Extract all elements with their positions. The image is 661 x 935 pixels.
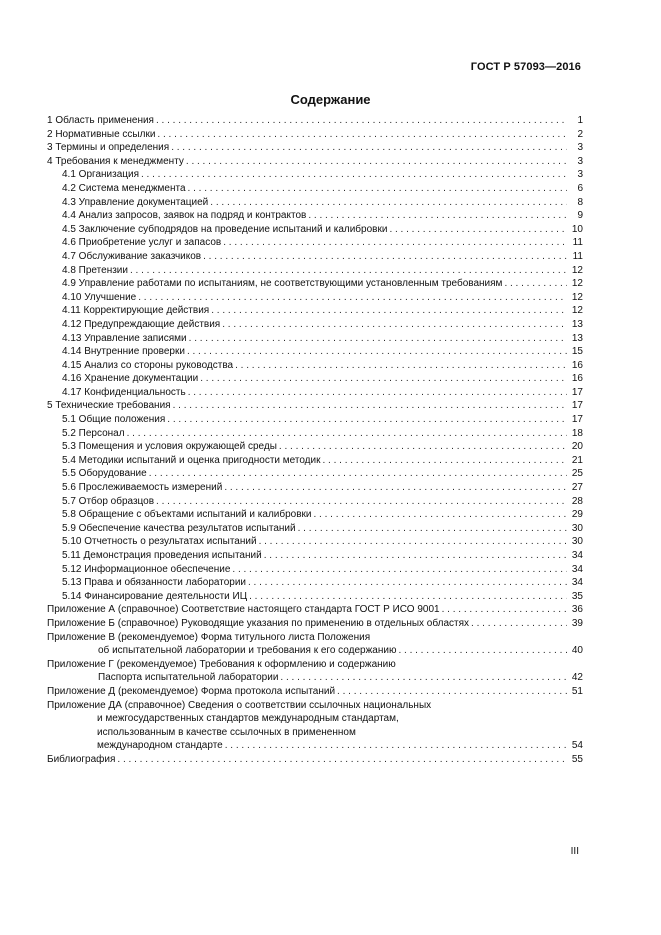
toc-entry[interactable] (47, 114, 583, 128)
toc-entry-label: 5.10 Отчетность о результатах испытаний (62, 536, 257, 548)
toc-entry-label: 2 Нормативные ссылки (47, 128, 156, 140)
toc-entry-page: 8 (577, 196, 583, 208)
toc-entry-label: 4.1 Организация (62, 169, 139, 181)
toc-entry[interactable] (47, 576, 583, 590)
toc-entry-label: 5.5 Оборудование (62, 468, 147, 480)
leader-dots (138, 291, 567, 305)
toc-entry-label: 4.2 Система менеджмента (62, 182, 186, 194)
toc-entry-label: Паспорта испытательной лаборатории (98, 672, 279, 684)
leader-dots (156, 495, 567, 509)
toc-entry-label: 4.12 Предупреждающие действия (62, 318, 221, 330)
toc-entry-label: и межгосударственных стандартов международным стандартам, (97, 713, 399, 725)
toc-entry-appendix-d[interactable] (47, 685, 583, 699)
toc-entry[interactable] (47, 236, 583, 250)
toc-entry[interactable] (47, 413, 583, 427)
leader-dots (337, 685, 567, 699)
toc-entry-page: 28 (571, 495, 583, 507)
toc-entry-label: 4.17 Конфиденциальность (62, 386, 186, 398)
toc-entry[interactable] (47, 250, 583, 264)
toc-entry-page: 18 (571, 427, 583, 439)
toc-entry-page: 12 (571, 278, 583, 290)
toc-entry-page: 34 (571, 550, 583, 561)
toc-entry-label: Библиография (47, 753, 116, 765)
leader-dots (223, 236, 567, 250)
toc-entry[interactable] (47, 508, 583, 522)
toc-entry-page: 13 (571, 318, 583, 330)
leader-dots (149, 467, 567, 481)
leader-dots (188, 386, 567, 400)
toc-entry[interactable] (47, 332, 583, 346)
toc-entry[interactable] (47, 563, 583, 577)
toc-entry[interactable] (47, 196, 583, 210)
toc-entry-label: 5.9 Обеспечение качества результатов испытаний (62, 522, 296, 534)
leader-dots (222, 318, 567, 332)
leader-dots (157, 128, 567, 142)
toc-entry[interactable] (47, 182, 583, 196)
leader-dots (203, 250, 567, 264)
leader-dots (189, 332, 567, 346)
toc-entry-label: 4.14 Внутренние проверки (62, 346, 185, 358)
toc-entry[interactable] (47, 345, 583, 359)
toc-entry-label: международном стандарте (97, 740, 223, 752)
toc-entry[interactable] (47, 522, 583, 536)
toc-entry-label: 4.8 Претензии (62, 264, 128, 276)
toc-entry-page: 35 (571, 590, 583, 602)
toc-entry-label: 4.4 Анализ запросов, заявок на подряд и контрактов (62, 210, 307, 222)
toc-entry[interactable] (47, 549, 583, 563)
toc-entry[interactable] (47, 168, 583, 182)
toc-entry[interactable] (47, 209, 583, 223)
toc-entry-page: 34 (571, 577, 583, 589)
toc-entry[interactable] (47, 440, 583, 454)
toc-entry-label: 4.11 Корректирующие действия (62, 305, 210, 317)
leader-dots (279, 440, 567, 454)
leader-dots (225, 739, 567, 753)
toc-entry-page: 54 (571, 740, 583, 752)
leader-dots (249, 590, 567, 604)
toc-entry-page: 13 (571, 332, 583, 344)
toc-entry-label: 4.15 Анализ со стороны руководства (62, 359, 234, 371)
leader-dots (308, 209, 567, 223)
toc-entry-label: 4.9 Управление работами по испытаниям, не соответствующими установленным требованиям (62, 278, 503, 290)
toc-entry-appendix-da[interactable] (47, 699, 583, 753)
toc-entry-page: 55 (571, 753, 583, 765)
toc-entry[interactable] (47, 603, 583, 617)
toc-entry[interactable] (47, 128, 583, 142)
toc-entry-page: 10 (571, 223, 583, 235)
leader-dots (211, 304, 567, 318)
toc-entry[interactable] (47, 481, 583, 495)
toc-entry-label: 4.3 Управление документацией (62, 196, 209, 208)
toc-entry-appendix-v[interactable] (47, 631, 583, 658)
toc-entry[interactable] (47, 495, 583, 509)
toc-entry-page: 1 (577, 115, 583, 126)
toc-entry[interactable] (47, 277, 583, 291)
toc-entry[interactable] (47, 359, 583, 373)
toc-entry-page: 3 (577, 142, 583, 154)
toc-entry-page: 39 (571, 617, 583, 629)
toc-entry[interactable] (47, 291, 583, 305)
toc-entry-page: 17 (571, 400, 583, 412)
leader-dots (224, 481, 567, 495)
leader-dots (398, 644, 567, 658)
leader-dots (322, 454, 567, 468)
toc-entry[interactable] (47, 386, 583, 400)
toc-entry-page: 29 (571, 509, 583, 521)
toc-entry-label: 4.5 Заключение субподрядов на проведение испытаний и калибровки (62, 223, 388, 235)
toc-entry-page: 27 (571, 482, 583, 494)
toc-entry-page: 16 (571, 359, 583, 371)
toc-entry[interactable] (47, 590, 583, 604)
toc-entry-label: 5.3 Помещения и условия окружающей среды (62, 441, 277, 453)
toc-entry-label: 1 Область применения (47, 115, 154, 126)
toc-entry-label: Приложение В (рекомендуемое) Форма титульного листа Положения (47, 631, 371, 643)
toc-entry-page: 21 (571, 454, 583, 466)
page-number: III (570, 846, 579, 857)
toc-entry[interactable] (47, 141, 583, 155)
leader-dots (173, 399, 567, 413)
page-title: Содержание (290, 92, 371, 107)
toc-entry[interactable] (47, 617, 583, 631)
toc-entry-page: 51 (571, 685, 583, 697)
toc-entry-label: 5.1 Общие положения (62, 414, 166, 426)
toc-entry-label: Приложение А (справочное) Соответствие настоящего стандарта ГОСТ Р ИСО 9001 (47, 604, 440, 616)
toc-entry-label: об испытательной лаборатории и требования к его содержанию (98, 645, 397, 657)
leader-dots (389, 223, 567, 237)
toc-entry-page: 17 (571, 386, 583, 398)
toc-entry-page: 40 (571, 645, 583, 657)
toc-entry[interactable] (47, 304, 583, 318)
toc-entry-label: 4.13 Управление записями (62, 332, 187, 344)
toc-entry-page: 15 (571, 346, 583, 358)
leader-dots (156, 114, 567, 128)
toc-entry-label: использованным в качестве ссылочных в примененном (97, 726, 356, 738)
toc-entry-page: 34 (571, 563, 583, 575)
toc-entry-page: 9 (577, 210, 583, 222)
leader-dots (504, 277, 567, 291)
toc-entry-label: 5.12 Информационное обеспечение (62, 563, 231, 575)
toc-entry-appendix-g[interactable] (47, 658, 583, 685)
toc-entry[interactable] (47, 372, 583, 386)
toc-entry-label: 5.14 Финансирование деятельности ИЦ (62, 590, 248, 602)
toc-entry[interactable] (47, 155, 583, 169)
toc-entry-page: 36 (571, 604, 583, 616)
toc-entry-page: 17 (571, 414, 583, 426)
leader-dots (130, 264, 567, 278)
toc-entry[interactable] (47, 318, 583, 332)
toc-entry-page: 16 (571, 373, 583, 385)
toc-entry-label: Приложение Б (справочное) Руководящие указания по применению в отдельных областях (47, 617, 470, 629)
toc-entry-page: 30 (571, 536, 583, 548)
toc-entry[interactable] (47, 427, 583, 441)
toc-entry-page: 12 (571, 305, 583, 317)
toc-entry-page: 11 (572, 237, 583, 249)
toc-entry-page: 20 (571, 441, 583, 453)
leader-dots (186, 155, 567, 169)
toc-entry-label: 3 Термины и определения (47, 142, 170, 154)
toc-entry-page: 6 (577, 182, 583, 194)
toc-entry-label: 5.2 Персонал (62, 427, 125, 439)
toc-entry[interactable] (47, 223, 583, 237)
toc-entry-label: 4.6 Приобретение услуг и запасов (62, 237, 222, 249)
leader-dots (259, 535, 567, 549)
leader-dots (298, 522, 567, 536)
toc-entry-label: Приложение Д (рекомендуемое) Форма протокола испытаний (47, 685, 336, 697)
toc-entry-label: 5.7 Отбор образцов (62, 495, 155, 507)
toc-entry-label: 5.4 Методики испытаний и оценка пригодности методик (62, 454, 321, 466)
toc-entry[interactable] (47, 467, 583, 481)
toc-entry-label: 5 Технические требования (47, 400, 171, 412)
leader-dots (442, 603, 567, 617)
leader-dots (235, 359, 567, 373)
toc-entry-label: 4.10 Улучшение (62, 291, 137, 303)
toc-entry-label: Приложение Г (рекомендуемое) Требования к оформлению и содержанию (47, 658, 396, 670)
toc-entry-label: Приложение ДА (справочное) Сведения о соответствии ссылочных национальных (47, 699, 432, 711)
toc-entry-label: 5.11 Демонстрация проведения испытаний (62, 550, 262, 561)
toc-entry-label: 5.8 Обращение с объектами испытаний и калибровки (62, 509, 312, 521)
leader-dots (141, 168, 567, 182)
leader-dots (188, 182, 567, 196)
toc-entry-bibliography[interactable] (47, 753, 583, 767)
toc-entry-page: 12 (571, 291, 583, 303)
leader-dots (232, 563, 567, 577)
leader-dots (187, 345, 567, 359)
toc-entry-label: 4.7 Обслуживание заказчиков (62, 250, 202, 262)
leader-dots (248, 576, 567, 590)
toc-entry-label: 4.16 Хранение документации (62, 373, 199, 385)
toc-entry[interactable] (47, 535, 583, 549)
toc-entry[interactable] (47, 399, 583, 413)
leader-dots (171, 141, 567, 155)
toc-entry-page: 30 (571, 522, 583, 534)
toc-entry-page: 2 (577, 128, 583, 140)
toc-entry[interactable] (47, 264, 583, 278)
leader-dots (314, 508, 568, 522)
leader-dots (280, 671, 567, 685)
table-of-contents (47, 114, 583, 767)
toc-entry-page: 3 (577, 155, 583, 167)
toc-entry-page: 42 (571, 672, 583, 684)
toc-entry-page: 12 (571, 264, 583, 276)
leader-dots (117, 753, 567, 767)
leader-dots (200, 372, 567, 386)
leader-dots (471, 617, 567, 631)
toc-entry-page: 11 (572, 250, 583, 262)
leader-dots (167, 413, 567, 427)
toc-entry-page: 25 (571, 468, 583, 480)
document-standard-number: ГОСТ Р 57093—2016 (470, 61, 581, 73)
toc-entry-label: 5.6 Прослеживаемость измерений (62, 482, 223, 494)
toc-entry-label: 5.13 Права и обязанности лаборатории (62, 577, 246, 589)
toc-entry-page: 3 (577, 169, 583, 181)
leader-dots (264, 549, 567, 563)
toc-entry[interactable] (47, 454, 583, 468)
toc-entry-label: 4 Требования к менеджменту (47, 155, 184, 167)
toc-list (47, 114, 583, 631)
leader-dots (210, 196, 567, 210)
leader-dots (127, 427, 567, 441)
